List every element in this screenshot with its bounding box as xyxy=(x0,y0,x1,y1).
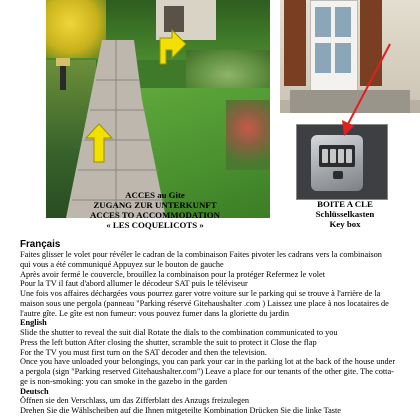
caption-line: ACCES TO ACCOMMODATION xyxy=(89,210,220,220)
section-heading-english: English xyxy=(20,318,47,328)
section-heading-francais: Français xyxy=(20,239,61,250)
dial-icon xyxy=(346,149,352,163)
text-line: a pergola (sign "Parking reserved Gitehaushalter.com") Leave a place for our tenants of the other gite. The cotta- xyxy=(20,367,394,376)
caption-line: Key box xyxy=(329,219,361,229)
text-line: qui vous a été communiqué Appuyez sur le bouton de gauche xyxy=(20,259,224,269)
instructions-text xyxy=(20,239,416,416)
text-line: For the TV you must first turn on the SAT decoder and then the television. xyxy=(20,347,267,357)
caption-line: Schlüsselkasten xyxy=(315,209,375,219)
caption-line: BOITE A CLE xyxy=(317,199,373,209)
arrow-red-icon xyxy=(330,40,400,140)
text-line: Once you have unloaded your belongings, you can park your car in the parking lot at the back of the house under xyxy=(20,357,396,367)
caption-line: ZUGANG ZUR UNTERKUNFT xyxy=(93,200,217,210)
arrow-right-icon xyxy=(154,26,188,66)
dial-icon xyxy=(322,149,328,163)
key-box-caption xyxy=(290,199,400,229)
text-line: ge is non-smoking: you can smoke in the gazebo in the garden xyxy=(20,376,228,386)
text-line: Press the left button After closing the shutter, scramble the suit to protect it Close the flap xyxy=(20,337,317,347)
text-line: Faites glisser le volet pour révéler le cadran de la combinaison Faites pivoter les cadrans vers la combinaison xyxy=(20,250,382,259)
text-line: Après avoir fermé le couvercle, brouillez la combinaison pour la protéger Refermez le volet xyxy=(20,269,326,279)
lamp-head xyxy=(56,58,70,66)
garden-lamp xyxy=(60,62,66,90)
text-line: Une fois vos affaires déchargées vous pourrez garer votre voiture sur le parking qui se trouve à l'arrière de la xyxy=(20,289,381,298)
text-line: Pour la TV il faut d'abord allumer le décodeur SAT puis le téléviseur xyxy=(20,279,248,289)
text-line: Öffnen sie den Verschlass, um das Zifferblatt des Anzugs freizulegen xyxy=(20,396,250,406)
section-heading-deutsch: Deutsch xyxy=(20,386,49,396)
text-line: maison sous une pergola (panneau "Parking réservé Gitehaushalter .com ) Laissez une place à nos locataires de xyxy=(20,298,389,308)
caption-line: ACCES au Gite xyxy=(125,190,185,200)
access-caption xyxy=(80,190,230,230)
text-line: Slide the shutter to reveal the suit dial Rotate the dials to the combination communicated to you xyxy=(20,328,338,337)
dial-icon xyxy=(330,149,336,163)
dial-icon xyxy=(338,149,344,163)
arrow-up-icon xyxy=(84,122,114,164)
caption-line: « LES COQUELICOTS » xyxy=(106,220,204,230)
shutter-left xyxy=(284,0,306,86)
text-line: l'autre gîte. Le gîte est non fumeur: vous pouvez fumer dans la gloriette du jardin xyxy=(20,308,289,318)
release-button-icon xyxy=(333,171,343,179)
text-line: Drehen Sie die Wählscheiben auf die Ihnen mitgeteilte Kombination Drücken Sie die linke Taste xyxy=(20,406,341,415)
